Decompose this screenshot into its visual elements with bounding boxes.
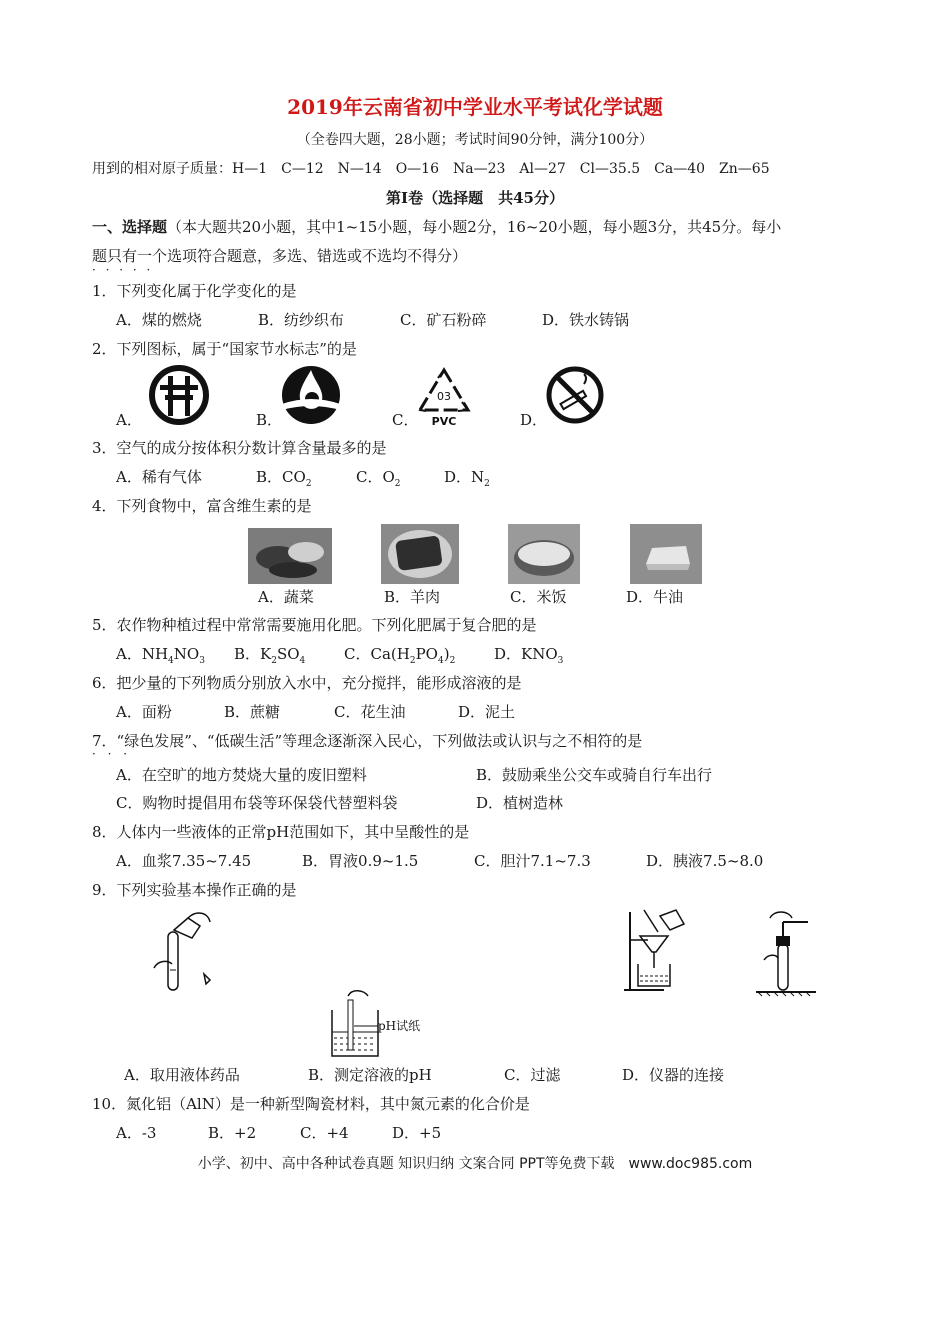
question-5-stem: 5．农作物种植过程中常常需要施用化肥。下列化肥属于复合肥的是	[92, 616, 537, 634]
pouring-liquid-diagram	[148, 908, 224, 994]
recycle-code-text: PVC	[431, 415, 457, 428]
filtration-diagram	[624, 906, 696, 996]
q1-option-c: C．矿石粉碎	[400, 311, 487, 329]
question-4-stem: 4．下列食物中，富含维生素的是	[92, 497, 312, 515]
q3-option-c: C．$O_2$	[356, 468, 401, 489]
q1-option-d: D．铁水铸锅	[542, 311, 630, 329]
q3-option-b: B．$CO_2$	[256, 468, 312, 489]
no-smoking-icon	[546, 366, 604, 424]
q2-option-b: B．	[256, 411, 283, 429]
emphasis-dotted: 题只有一个 · · ·	[92, 247, 167, 265]
q8-option-c: C．胆汁7.1~7.3	[474, 852, 591, 870]
q5-option-a: A．$NH_4NO_3$	[116, 645, 205, 666]
question-7-stem: 7．“绿色发展”、“低碳生活”等理念逐渐深入民心，下列做法或认识与之不相符 · · ·的是	[92, 731, 642, 751]
q3-option-a: A．稀有气体	[116, 468, 202, 486]
rice-photo	[508, 524, 580, 584]
q4-option-c: C．米饭	[510, 588, 567, 606]
q2-option-d: D．	[520, 411, 548, 429]
ph-paper-label: pH试纸	[378, 1019, 421, 1033]
question-3-stem: 3．空气的成分按体积分数计算含量最多的是	[92, 439, 387, 457]
q1-option-b: B．纺纱织布	[258, 311, 345, 329]
q5-option-b: B．$K_2SO_4$	[234, 645, 306, 666]
question-10-stem: 10．氮化铝（AlN）是一种新型陶瓷材料，其中氮元素的化合价是	[92, 1095, 530, 1113]
q10-option-d: D．+5	[392, 1124, 442, 1142]
q4-option-a: A．蔬菜	[258, 588, 314, 606]
q9-option-d: D．仪器的连接	[622, 1066, 725, 1084]
q2-option-c: C．	[392, 411, 419, 429]
q9-option-a: A．取用液体药品	[124, 1066, 240, 1084]
q7-option-b: B．鼓励乘坐公交车或骑自行车出行	[476, 766, 713, 784]
q6-option-b: B．蔗糖	[224, 703, 281, 721]
question-2-stem: 2．下列图标，属于“国家节水标志”的是	[92, 340, 357, 358]
instructions-line2-rest: 选项符合题意，多选、错选或不选均不得分）	[167, 247, 468, 265]
ph-test-diagram	[328, 990, 424, 1062]
question-9-stem: 9．下列实验基本操作正确的是	[92, 881, 297, 899]
part1-instructions	[92, 217, 781, 237]
recycle-pvc-icon	[416, 366, 472, 428]
q6-option-d: D．泥土	[458, 703, 516, 721]
q10-option-b: B．+2	[208, 1124, 257, 1142]
page-title: 2019年云南省初中学业水平考试化学试题	[287, 95, 663, 119]
q9-option-c: C．过滤	[504, 1066, 561, 1084]
mutton-photo	[381, 524, 459, 584]
q2-option-a: A．	[116, 411, 142, 429]
recycle-number-text: 03	[437, 390, 451, 403]
vegetables-photo	[248, 528, 332, 584]
q10-option-a: A．-3	[116, 1124, 157, 1142]
q7-option-d: D．植树造林	[476, 794, 564, 812]
q10-option-c: C．+4	[300, 1124, 349, 1142]
apparatus-connection-diagram	[756, 908, 826, 996]
butter-photo	[630, 524, 702, 584]
question-1-stem: 1．下列变化属于化学变化的是	[92, 282, 297, 300]
q6-option-a: A．面粉	[116, 703, 172, 721]
question-8-stem: 8．人体内一些液体的正常pH范围如下，其中呈酸性的是	[92, 823, 470, 841]
footer-ad: 小学、初中、高中各种试卷真题 知识归纳 文案合同 PPT等免费下载 www.doc985.com	[197, 1156, 753, 1172]
q5-option-c: C．$Ca(H_2PO_4)_2$	[344, 645, 456, 666]
q8-option-b: B．胃液0.9~1.5	[302, 852, 419, 870]
q8-option-d: D．胰液7.5~8.0	[646, 852, 764, 870]
q7-option-c: C．购物时提倡用布袋等环保袋代替塑料袋	[116, 794, 398, 812]
exam-info: （全卷四大题，28小题；考试时间90分钟，满分100分）	[296, 132, 654, 148]
q1-option-a: A．煤的燃烧	[116, 311, 202, 329]
q6-option-c: C．花生油	[334, 703, 406, 721]
emphasis-dotted-not-match: 不相符 · · ·	[567, 732, 612, 750]
q3-option-d: D．$N_2$	[444, 468, 490, 489]
water-saving-icon	[280, 364, 342, 426]
part1-instructions-line2	[92, 246, 467, 266]
q7-option-a: A．在空旷的地方焚烧大量的废旧塑料	[116, 766, 367, 784]
q4-option-d: D．牛油	[626, 588, 684, 606]
q4-option-b: B．羊肉	[384, 588, 441, 606]
q8-option-a: A．血浆7.35~7.45	[116, 852, 252, 870]
section-title: 第Ⅰ卷（选择题 共45分）	[386, 189, 564, 207]
question-6-stem: 6．把少量的下列物质分别放入水中，充分搅拌，能形成溶液的是	[92, 674, 522, 692]
part1-label: 一、选择题	[92, 218, 168, 236]
q5-option-d: D．$KNO_3$	[494, 645, 564, 666]
q9-option-b: B．测定溶液的pH	[308, 1066, 432, 1084]
instructions-line1: （本大题共20小题，其中1~15小题，每小题2分，16~20小题，每小题3分，共45分。每小	[167, 218, 782, 236]
national-energy-saving-icon	[148, 364, 210, 426]
atomic-masses: 用到的相对原子质量：H—1 C—12 N—14 O—16 Na—23 Al—27 Cl—35.5 Ca—40 Zn—65	[92, 161, 770, 177]
